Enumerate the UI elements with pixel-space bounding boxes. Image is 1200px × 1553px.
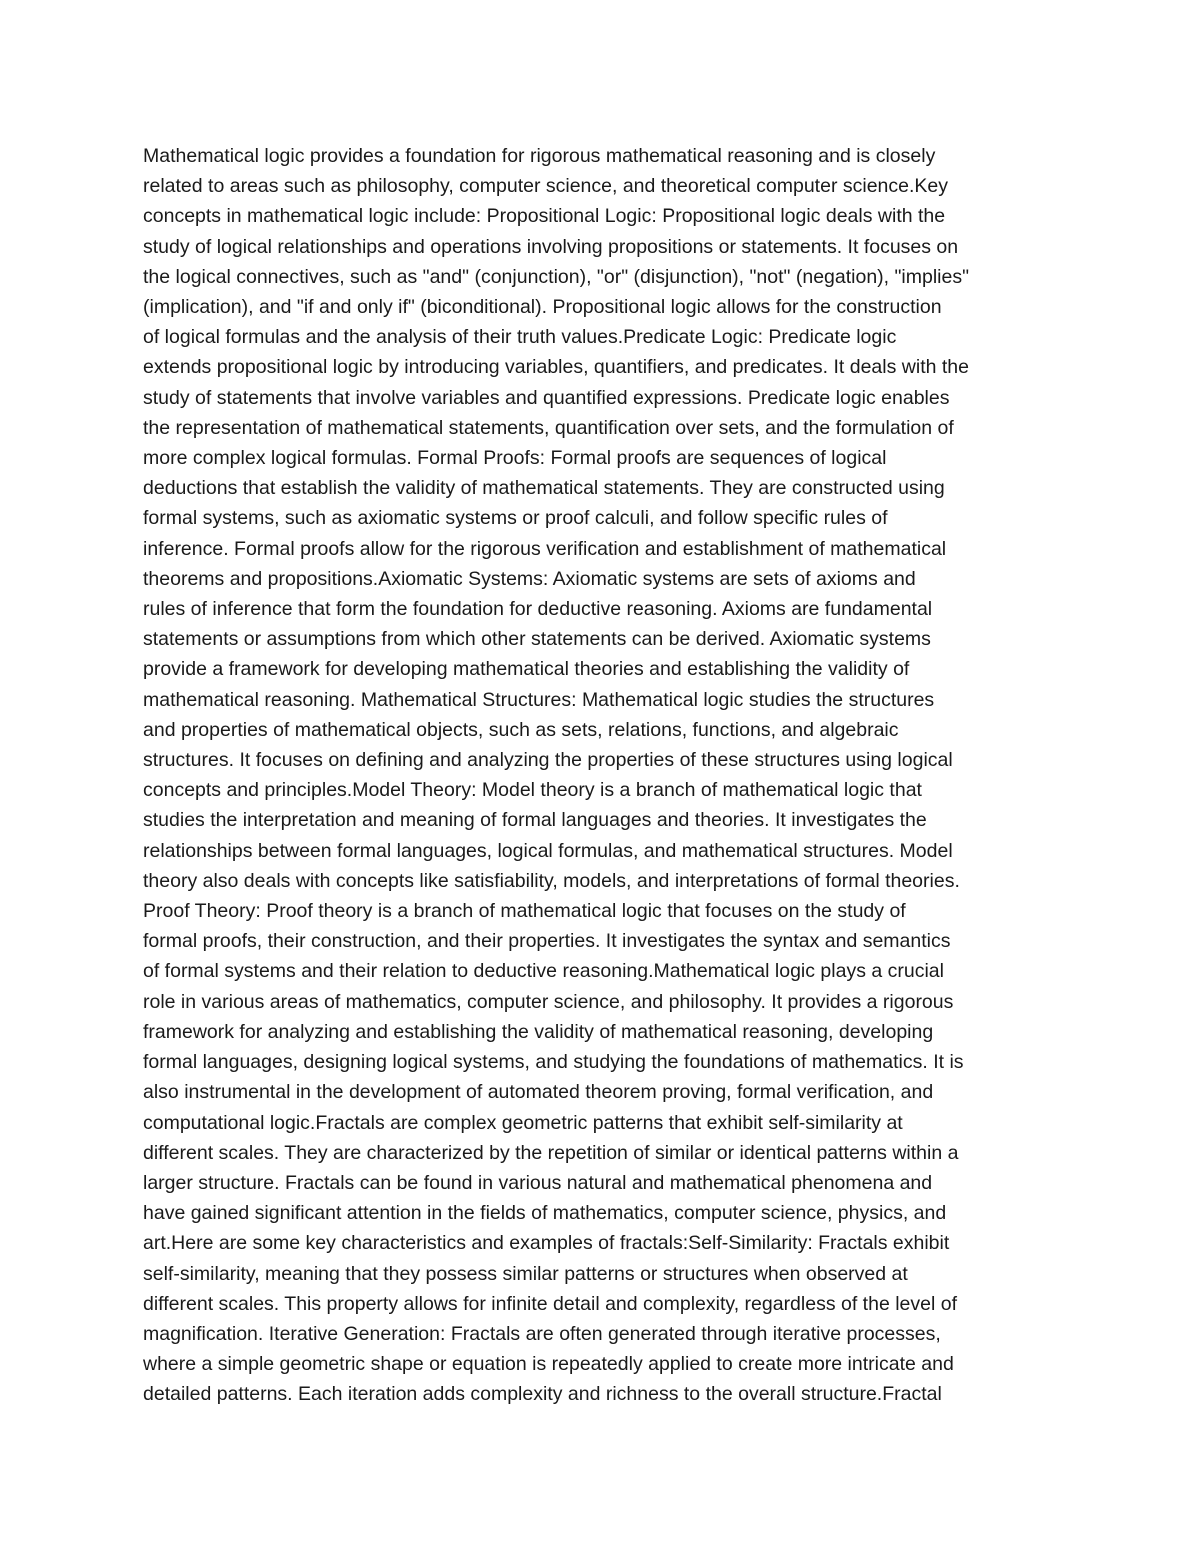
text-line: role in various areas of mathematics, computer science, and philosophy. It provides a rigorous <box>143 990 954 1013</box>
text-line: related to areas such as philosophy, computer science, and theoretical computer science.Key <box>143 175 948 198</box>
text-line: extends propositional logic by introducing variables, quantifiers, and predicates. It deals with the <box>143 356 969 379</box>
text-line: formal languages, designing logical systems, and studying the foundations of mathematics. It is <box>143 1051 964 1074</box>
text-line: self-similarity, meaning that they possess similar patterns or structures when observed at <box>143 1262 908 1285</box>
text-line: studies the interpretation and meaning of formal languages and theories. It investigates the <box>143 809 927 832</box>
text-line: different scales. They are characterized by the repetition of similar or identical patterns within a <box>143 1141 959 1164</box>
text-line: theory also deals with concepts like satisfiability, models, and interpretations of formal theories. <box>143 869 960 892</box>
text-line: study of statements that involve variables and quantified expressions. Predicate logic enables <box>143 386 950 409</box>
text-line: deductions that establish the validity of mathematical statements. They are constructed using <box>143 477 945 500</box>
text-line: formal proofs, their construction, and their properties. It investigates the syntax and semantics <box>143 930 951 953</box>
text-line: rules of inference that form the foundation for deductive reasoning. Axioms are fundamental <box>143 598 933 621</box>
text-line: art.Here are some key characteristics and examples of fractals:Self-Similarity: Fractals exhibit <box>143 1232 950 1255</box>
text-line: larger structure. Fractals can be found in various natural and mathematical phenomena and <box>143 1171 933 1194</box>
text-line: concepts and principles.Model Theory: Model theory is a branch of mathematical logic that <box>143 779 922 802</box>
text-line: magnification. Iterative Generation: Fractals are often generated through iterative processes, <box>143 1322 941 1345</box>
text-line: concepts in mathematical logic include: Propositional Logic: Propositional logic deals with the <box>143 205 946 228</box>
text-line: more complex logical formulas. Formal Proofs: Formal proofs are sequences of logical <box>143 447 887 470</box>
text-line: (implication), and "if and only if" (biconditional). Propositional logic allows for the construction <box>143 296 942 319</box>
text-line: of logical formulas and the analysis of their truth values.Predicate Logic: Predicate logic <box>143 326 897 349</box>
text-line: where a simple geometric shape or equation is repeatedly applied to create more intricate and <box>143 1353 954 1376</box>
body-paragraph <box>143 141 1073 1410</box>
text-line: the logical connectives, such as "and" (conjunction), "or" (disjunction), "not" (negation), "implies" <box>143 265 970 288</box>
text-line: and properties of mathematical objects, such as sets, relations, functions, and algebraic <box>143 718 899 741</box>
text-line: the representation of mathematical statements, quantification over sets, and the formulation of <box>143 416 954 439</box>
text-line: provide a framework for developing mathematical theories and establishing the validity of <box>143 658 910 681</box>
text-line: also instrumental in the development of automated theorem proving, formal verification, and <box>143 1081 934 1104</box>
text-line: have gained significant attention in the fields of mathematics, computer science, physics, and <box>143 1202 947 1225</box>
text-line: theorems and propositions.Axiomatic Systems: Axiomatic systems are sets of axioms and <box>143 567 916 590</box>
text-line: framework for analyzing and establishing the validity of mathematical reasoning, developing <box>143 1020 934 1043</box>
text-line: of formal systems and their relation to deductive reasoning.Mathematical logic plays a crucial <box>143 960 944 983</box>
text-line: computational logic.Fractals are complex geometric patterns that exhibit self-similarity at <box>143 1111 903 1134</box>
text-line: statements or assumptions from which other statements can be derived. Axiomatic systems <box>143 628 931 651</box>
text-line: study of logical relationships and operations involving propositions or statements. It focuses on <box>143 235 959 258</box>
text-line: formal systems, such as axiomatic systems or proof calculi, and follow specific rules of <box>143 507 888 530</box>
text-line: detailed patterns. Each iteration adds complexity and richness to the overall structure.Fractal <box>143 1383 942 1406</box>
text-line: relationships between formal languages, logical formulas, and mathematical structures. Model <box>143 839 953 862</box>
text-line: inference. Formal proofs allow for the rigorous verification and establishment of mathematical <box>143 537 947 560</box>
text-line: mathematical reasoning. Mathematical Structures: Mathematical logic studies the structures <box>143 688 935 711</box>
text-line: different scales. This property allows for infinite detail and complexity, regardless of the level of <box>143 1292 957 1315</box>
text-line: structures. It focuses on defining and analyzing the properties of these structures using logical <box>143 749 953 772</box>
text-line: Proof Theory: Proof theory is a branch of mathematical logic that focuses on the study of <box>143 900 906 923</box>
text-line: Mathematical logic provides a foundation for rigorous mathematical reasoning and is closely <box>143 145 936 167</box>
